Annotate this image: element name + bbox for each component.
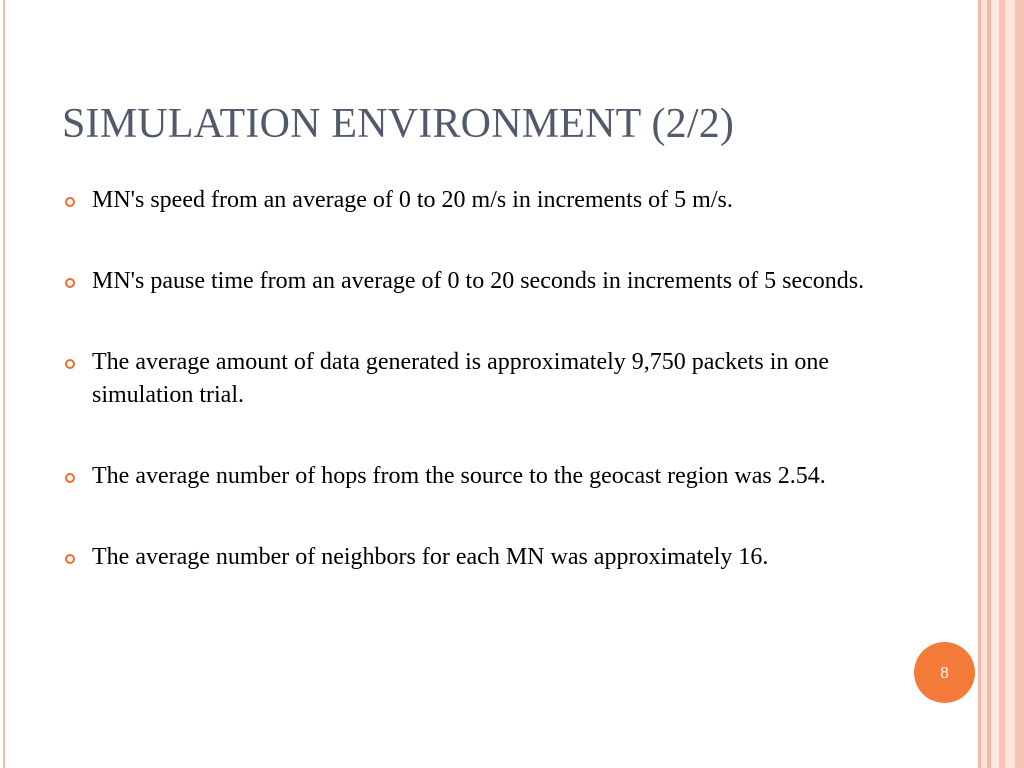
slide-title: SIMULATION ENVIRONMENT (2/2) xyxy=(62,101,735,147)
bullet-text: The average amount of data generated is approximately 9,750 packets in one simulation trial. xyxy=(92,349,830,408)
bullet-item xyxy=(62,541,872,574)
bullet-item xyxy=(62,184,872,217)
circle-bullet-icon xyxy=(65,359,75,369)
bullet-text: The average number of hops from the source to the geocast region was 2.54. xyxy=(92,463,826,489)
circle-bullet-icon xyxy=(65,473,75,483)
bullet-text: MN's pause time from an average of 0 to 20 seconds in increments of 5 seconds. xyxy=(92,268,865,294)
left-border xyxy=(3,0,5,768)
bullet-text: The average number of neighbors for each MN was approximately 16. xyxy=(92,544,769,570)
bullet-list xyxy=(62,184,872,622)
decorative-stripe xyxy=(1015,0,1024,768)
page-number: 8 xyxy=(940,662,949,682)
circle-bullet-icon xyxy=(65,554,75,564)
bullet-item xyxy=(62,460,872,493)
bullet-item xyxy=(62,265,872,298)
bullet-item xyxy=(62,346,872,412)
circle-bullet-icon xyxy=(65,197,75,207)
bullet-text: MN's speed from an average of 0 to 20 m/s in increments of 5 m/s. xyxy=(92,187,733,213)
circle-bullet-icon xyxy=(65,278,75,288)
decorative-stripe xyxy=(991,0,999,768)
page-number-badge xyxy=(914,642,975,703)
decorative-stripe xyxy=(1005,0,1015,768)
